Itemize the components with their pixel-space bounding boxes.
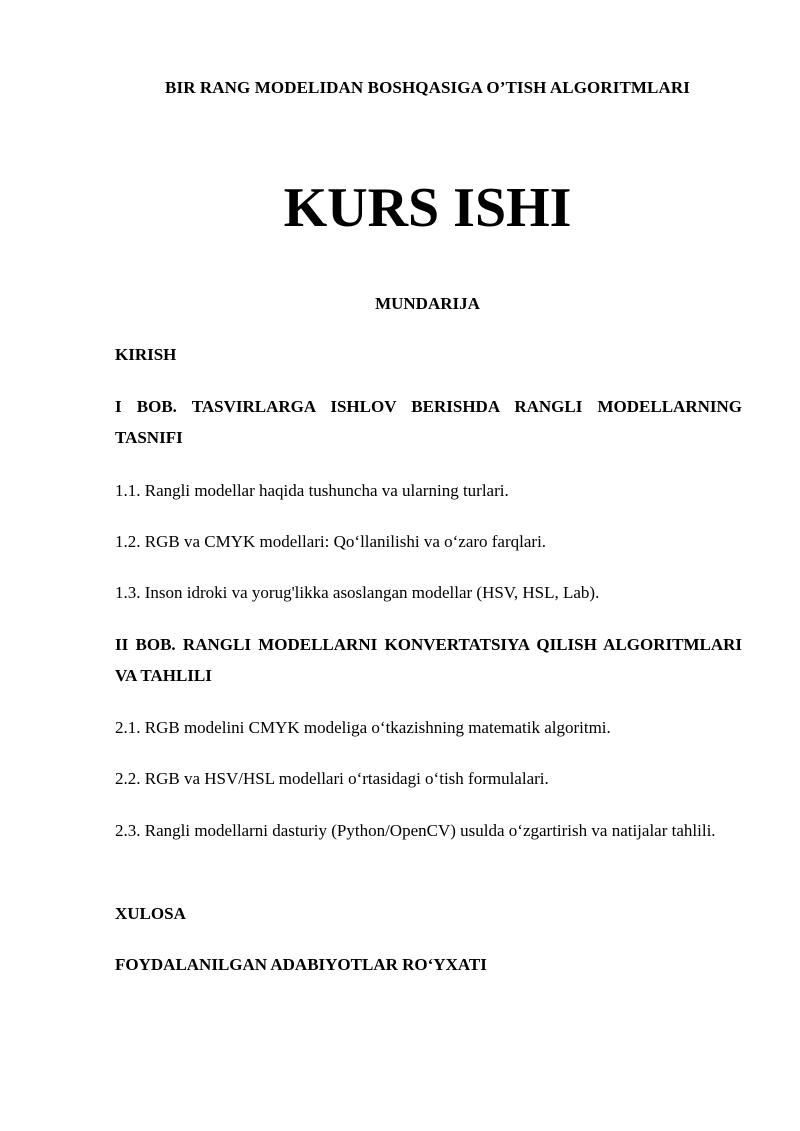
course-topic: BIR RANG MODELIDAN BOSHQASIGA O’TISH ALGORITMLARI [165, 78, 690, 97]
toc-entry-section-1-1: 1.1. Rangli modellar haqida tushuncha va ularning turlari. [115, 481, 509, 500]
document-title: KURS ISHI [283, 177, 572, 239]
toc-entry-references: FOYDALANILGAN ADABIYOTLAR RO‘YXATI [115, 955, 487, 974]
toc-entry-section-2-3: 2.3. Rangli modellarni dasturiy (Python/OpenCV) usulda o‘zgartirish va natijalar tahlili. [115, 821, 716, 840]
toc-entry-chapter-2: II BOB. RANGLI MODELLARNI KONVERTATSIYA QILISH ALGORITMLARI VA TAHLILI [115, 635, 742, 685]
toc-entry-conclusion: XULOSA [115, 904, 186, 923]
toc-entry-section-1-2: 1.2. RGB va CMYK modellari: Qo‘llanilishi va o‘zaro farqlari. [115, 532, 547, 551]
toc-entry-section-1-3: 1.3. Inson idroki va yorug'likka asoslangan modellar (HSV, HSL, Lab). [115, 583, 600, 602]
toc-entry-chapter-1: I BOB. TASVIRLARGA ISHLOV BERISHDA RANGLI MODELLARNING TASNIFI [115, 397, 742, 447]
toc-entry-section-2-2: 2.2. RGB va HSV/HSL modellari o‘rtasidagi o‘tish formulalari. [115, 769, 549, 788]
toc-entry-introduction: KIRISH [115, 345, 177, 364]
toc-heading: MUNDARIJA [375, 294, 480, 313]
toc-entry-section-2-1: 2.1. RGB modelini CMYK modeliga o‘tkazishning matematik algoritmi. [115, 718, 611, 737]
